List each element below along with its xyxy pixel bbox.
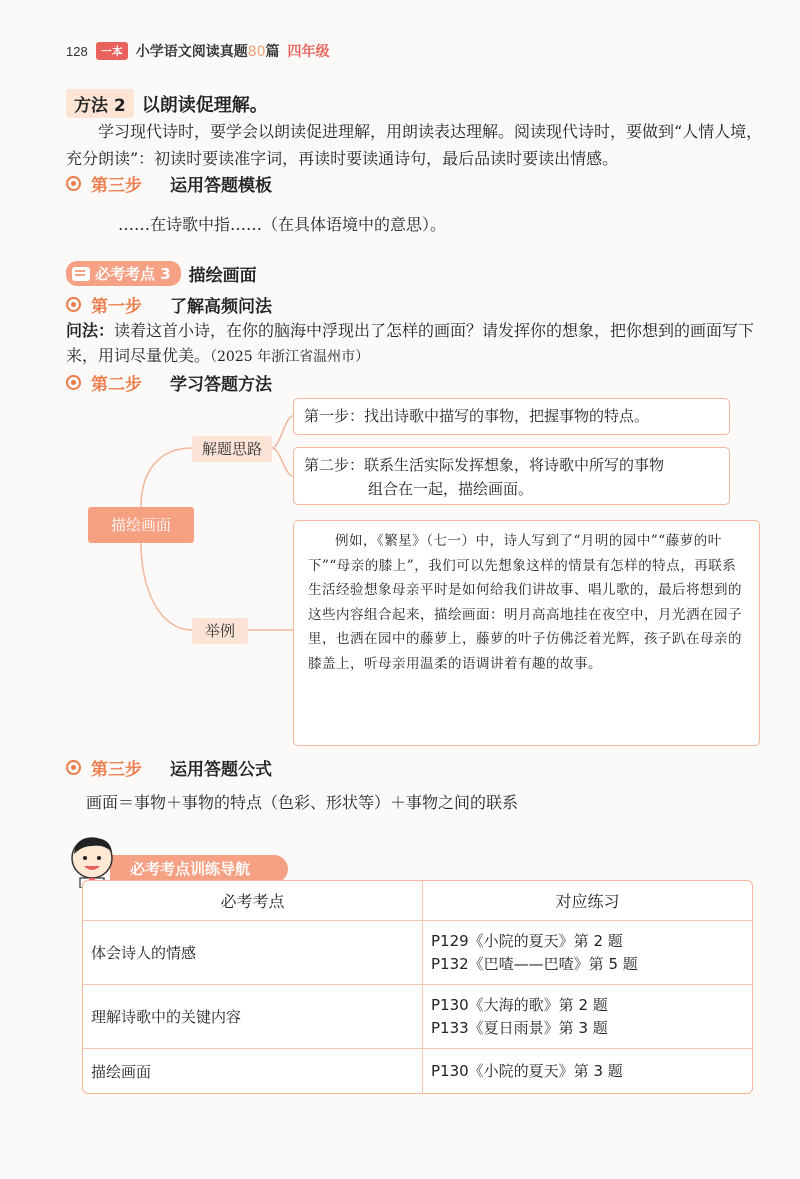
step-heading: 第三步 运用答题公式 xyxy=(66,755,272,780)
step-heading: 第一步 了解高频问法 xyxy=(66,292,272,317)
page-number: 128 xyxy=(66,43,88,59)
table-row xyxy=(83,985,752,1049)
answer-formula: 画面＝事物＋事物的特点（色彩、形状等）＋事物之间的联系 xyxy=(86,793,519,812)
table-row xyxy=(83,1049,752,1093)
answer-template: ……在诗歌中指……（在具体语境中的意思）。 xyxy=(118,215,447,234)
table-row xyxy=(83,921,752,985)
keypoint-cell: 理解诗歌中的关键内容 xyxy=(83,985,423,1049)
column-header: 对应练习 xyxy=(423,881,752,921)
method-tag: 方法 2 xyxy=(66,89,134,118)
brand-badge: 一本 xyxy=(96,42,128,60)
method-paragraph: 学习现代诗时，要学会以朗读促进理解，用朗读表达理解。阅读现代诗时，要做到“人情人境，充分朗读”：初读时要读准字词，再读时要读通诗句，最后品读时要读出情感。 xyxy=(66,122,763,168)
training-banner: 必考考点训练导航 xyxy=(110,855,288,883)
keypoint-cell: 体会诗人的情感 xyxy=(83,921,423,985)
step-heading: 第三步 运用答题模板 xyxy=(66,171,272,196)
keypoint-cell: 描绘画面 xyxy=(83,1049,423,1093)
training-table xyxy=(82,880,753,1094)
series-title: 小学语文阅读真题80篇 xyxy=(135,44,280,60)
step-heading: 第二步 学习答题方法 xyxy=(66,370,272,395)
mindmap-branch: 举例 xyxy=(192,618,248,644)
mindmap-box: 第二步：联系生活实际发挥想象，将诗歌中所写的事物 组合在一起，描绘画面。 xyxy=(293,447,730,505)
keypoint-pill: 必考考点 3 xyxy=(66,261,181,286)
column-header: 必考考点 xyxy=(83,881,423,921)
step-bullet-icon xyxy=(66,760,81,775)
exercise-cell: P130《大海的歌》第 2 题 P133《夏日雨景》第 3 题 xyxy=(423,985,752,1049)
mindmap-branch: 解题思路 xyxy=(192,436,272,462)
keypoint-title: 描绘画面 xyxy=(188,266,257,286)
mindmap-box: 第一步：找出诗歌中描写的事物，把握事物的特点。 xyxy=(293,398,730,435)
grade-label: 四年级 xyxy=(287,44,330,60)
table-header-row xyxy=(83,881,752,921)
question-block: 问法：读着这首小诗，在你的脑海中浮现出了怎样的画面？请发挥你的想象，把你想到的画面写下来，用词尽量优美。（2025 年浙江省温州市） xyxy=(66,321,755,365)
example-box: 例如，《繁星》（七一）中，诗人写到了“月明的园中”“藤萝的叶下”“母亲的膝上”，我们可以先想象这样的情景有怎样的特点，再联系生活经验想象母亲平时是如何给我们讲故事、唱儿歌的，最后将想到的这些内容组合起来，描绘画面：明月高高地挂在夜空中，月光洒在园子里，也洒在园中的藤萝上，藤萝的叶子仿佛泛着光辉，孩子趴在母亲的膝盖上，听母亲用温柔的语调讲着有趣的故事。 xyxy=(293,520,760,746)
exercise-cell: P129《小院的夏天》第 2 题 P132《巴喳——巴喳》第 5 题 xyxy=(423,921,752,985)
exercise-cell: P130《小院的夏天》第 3 题 xyxy=(431,1061,623,1080)
method-title: 以朗读促理解。 xyxy=(141,94,268,116)
mindmap-center: 描绘画面 xyxy=(88,507,194,543)
